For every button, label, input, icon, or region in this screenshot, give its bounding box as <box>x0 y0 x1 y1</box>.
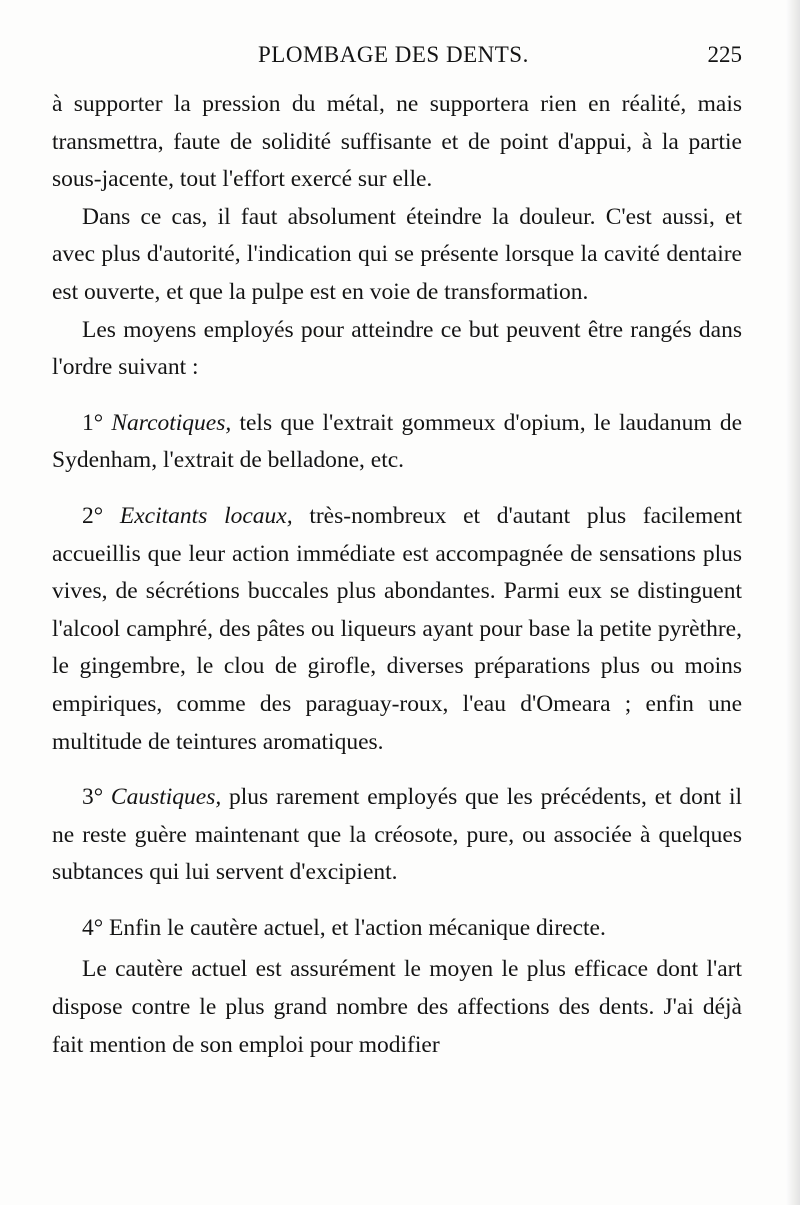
paragraph-continuation <box>52 86 742 199</box>
paragraph-text: Le cautère actuel est assurément le moyen le plus efficace dont l'art dispose contre le plus grand nombre des affections des dents. J'ai déjà fait mention de son emploi pour modifier <box>52 956 742 1058</box>
list-term: Caustiques, <box>110 784 222 811</box>
list-term: Excitants locaux, <box>119 502 293 529</box>
list-item-narcotiques <box>52 405 742 480</box>
list-item-cautere <box>52 910 742 948</box>
list-number: 2° <box>82 502 104 529</box>
paragraph-cautere <box>52 951 742 1064</box>
list-text: plus rarement employés que les précédents, et dont il ne reste guère maintenant que la créosote, pure, ou associée à quelques subtances qui lui servent d'excipient. <box>52 784 743 886</box>
list-text: tels que l'extrait gommeux d'opium, le laudanum de Sydenham, l'extrait de belladone, etc. <box>52 409 742 474</box>
list-number: 3° <box>82 784 104 811</box>
paragraph-text: à supporter la pression du métal, ne supportera rien en réalité, mais transmettra, faute de solidité suffisante et de point d'appui, à la partie sous-jacente, tout l'effort exercé sur elle. <box>52 91 742 193</box>
list-item-excitants <box>52 498 742 761</box>
list-number: 4° <box>82 914 104 941</box>
spacer <box>52 761 742 779</box>
paragraph-text: Les moyens employés pour atteindre ce but peuvent être rangés dans l'ordre suivant : <box>52 316 742 381</box>
list-term: Narcotiques, <box>111 409 232 436</box>
list-text: Enfin le cautère actuel, et l'action mécanique directe. <box>103 914 606 941</box>
running-head <box>52 38 742 78</box>
spacer <box>52 387 742 405</box>
paragraph-moyens <box>52 312 742 387</box>
paragraph-douleur <box>52 199 742 312</box>
paragraph-text: Dans ce cas, il faut absolument éteindre la douleur. C'est aussi, et avec plus d'autorité, l'indication qui se présente lorsque la cavité dentaire est ouverte, et que la pulpe est en voie de transformation. <box>52 203 742 305</box>
spacer <box>52 480 742 498</box>
running-title: PLOMBAGE DES DENTS. <box>258 42 529 67</box>
page-edge-shadow <box>786 0 800 1205</box>
list-text: très-nombreux et d'autant plus facilement accueillis que leur action immédiate est accompagnée de sensations plus vives, de sécrétions buccales plus abondantes. Parmi eux se distinguent l'alcool camphré, des pâtes ou liqueurs ayant pour base la petite pyrèthre, le gingembre, le clou de girofle, diverses préparations plus ou moins empiriques, comme des paraguay-roux, l'eau d'Omeara ; enfin une multitude de teintures aromatiques. <box>52 502 742 755</box>
list-item-caustiques <box>52 779 742 892</box>
list-number: 1° <box>82 409 104 436</box>
spacer <box>52 892 742 910</box>
page-number: 225 <box>707 42 742 67</box>
body-text <box>52 86 742 1064</box>
